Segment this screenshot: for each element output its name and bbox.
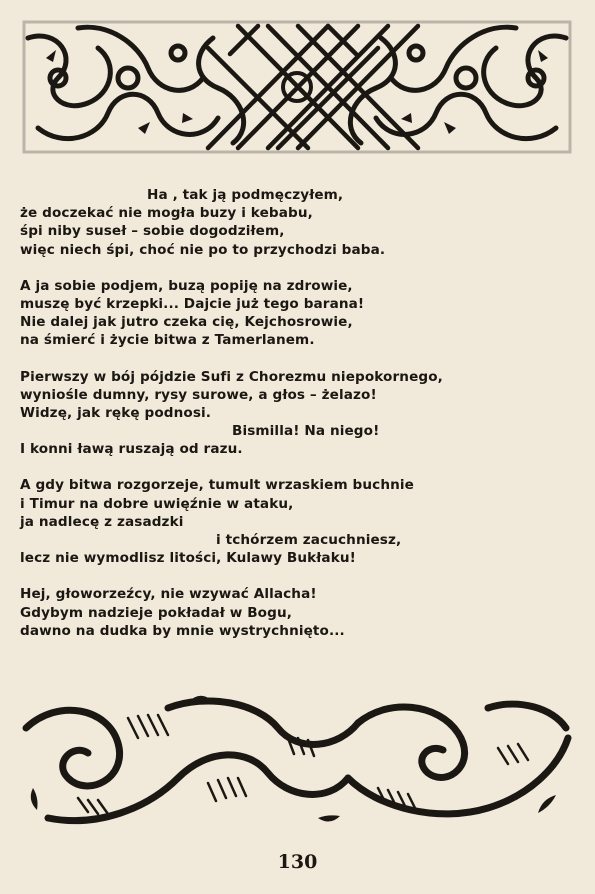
poem-line: więc niech śpi, choć nie po to przychodzi baba. — [20, 241, 386, 258]
poem-line: muszę być krzepki... Dajcie już tego barana! — [20, 295, 365, 312]
page-number: 130 — [277, 851, 318, 873]
poem-line: śpi niby suseł – sobie dogodziłem, — [20, 223, 285, 240]
acanthus-scroll-icon — [18, 688, 576, 836]
poem-line: A ja sobie podjem, buzą popiję na zdrowie, — [20, 277, 353, 294]
stanza-1 — [20, 186, 580, 259]
stanza-4 — [20, 476, 580, 567]
poem-line: dawno na dudka by mnie wystrychnięto... — [20, 622, 345, 639]
poem-line: I konni ławą ruszają od razu. — [20, 441, 243, 458]
poem-line: i Timur na dobre uwięźnie w ataku, — [20, 495, 294, 512]
poem-line: Hej, głoworzeźcy, nie wzywać Allacha! — [20, 586, 317, 603]
top-ornament-arabesque — [18, 18, 576, 156]
stanza-2 — [20, 277, 580, 350]
poem-line: A gdy bitwa rozgorzeje, tumult wrzaskiem buchnie — [20, 477, 414, 494]
poem-line: Widzę, jak rękę podnosi. — [20, 404, 212, 421]
poem-line: na śmierć i życie bitwa z Tamerlanem. — [20, 332, 315, 349]
arabesque-knot-icon — [18, 18, 576, 156]
poem-line: że doczekać nie mogła buzy i kebabu, — [20, 205, 313, 222]
poem-line: ja nadlecę z zasadzki — [20, 513, 184, 530]
poem-line: Bismilla! Na niego! — [232, 423, 380, 440]
poem-line: wyniośle dumny, rysy surowe, a głos – żelazo! — [20, 386, 377, 403]
stanza-3 — [20, 368, 580, 459]
stanza-5 — [20, 585, 580, 640]
bottom-ornament-acanthus — [18, 688, 576, 836]
poem-line: Gdybym nadzieje pokładał w Bogu, — [20, 604, 292, 621]
poem-line: Ha , tak ją podmęczyłem, — [147, 187, 344, 203]
poem-line: Nie dalej jak jutro czeka cię, Kejchosrowie, — [20, 314, 353, 331]
poem-line: Pierwszy w bój pójdzie Sufi z Chorezmu niepokornego, — [20, 368, 443, 385]
poem-line: i tchórzem zacuchniesz, — [216, 532, 402, 548]
poem-text — [20, 186, 580, 658]
poem-line: lecz nie wymodlisz litości, Kulawy Bukłaku! — [20, 550, 356, 567]
